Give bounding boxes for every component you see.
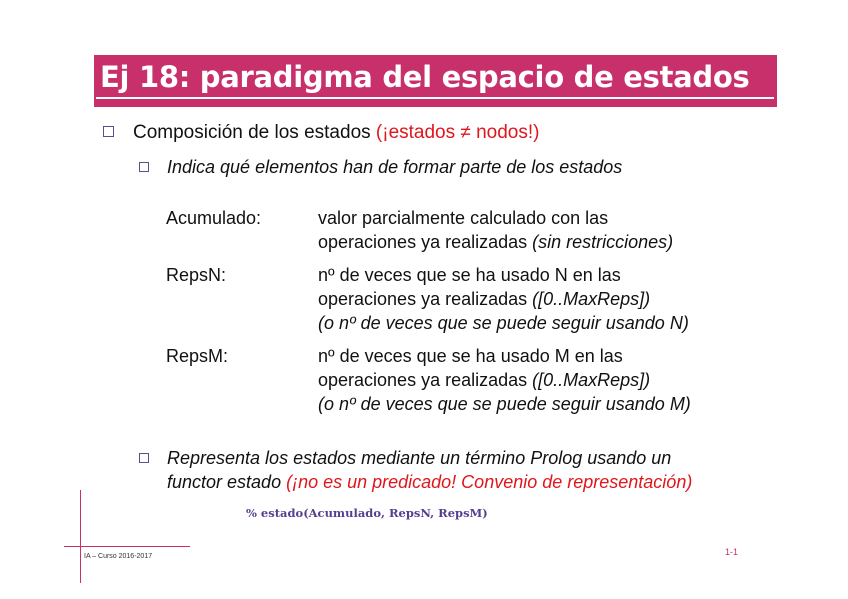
prolog-code-line: % estado(Acumulado, RepsN, RepsM): [246, 506, 488, 520]
definition-italic-note: ([0..MaxReps]): [532, 289, 651, 309]
page-number: 1-1: [725, 547, 739, 557]
state-component-definition: [318, 344, 691, 416]
footer-course: IA – Curso 2016-2017: [84, 553, 153, 560]
title-underline: [96, 97, 774, 99]
bullet-composicion-highlight: (¡estados ≠ nodos!): [375, 122, 540, 143]
bullet-composicion: [133, 122, 539, 144]
sub-bullet-square-icon: [139, 453, 149, 463]
state-component-definition: [318, 206, 673, 254]
definition-line: [318, 287, 689, 311]
sub-bullet-indica: Indica qué elementos han de formar parte de los estados: [167, 157, 623, 177]
state-component-definition: [318, 263, 689, 335]
definition-text: nº de veces que se ha usado M en las: [318, 346, 623, 366]
definition-line: [318, 206, 673, 230]
state-component-term: RepsM:: [166, 346, 229, 366]
slide-title: Ej 18: paradigma del espacio de estados: [100, 60, 750, 94]
definition-line: [318, 263, 689, 287]
definition-text: operaciones ya realizadas: [318, 232, 533, 252]
definition-line: [318, 311, 689, 335]
state-component-term: RepsN:: [166, 265, 227, 285]
sub-bullet-representa-cont: [167, 471, 692, 493]
footer-vertical-rule: [80, 490, 81, 583]
definition-line: [318, 230, 673, 254]
bullet-composicion-text: Composición de los estados: [133, 122, 376, 143]
definition-italic-note: (sin restricciones): [532, 232, 674, 252]
definition-text: operaciones ya realizadas: [318, 370, 533, 390]
definition-italic-note: ([0..MaxReps]): [532, 370, 651, 390]
definition-line: [318, 392, 691, 416]
definition-text: valor parcialmente calculado con las: [318, 208, 609, 228]
bullet-square-icon: [103, 126, 114, 137]
definition-text: nº de veces que se ha usado N en las: [318, 265, 621, 285]
definition-italic-note: (o nº de veces que se puede seguir usando N): [318, 313, 689, 333]
sub-bullet-square-icon: [139, 162, 149, 172]
definition-italic-note: (o nº de veces que se puede seguir usando M): [318, 394, 691, 414]
definition-line: [318, 368, 691, 392]
footer-horizontal-rule: [64, 546, 190, 547]
definition-text: operaciones ya realizadas: [318, 289, 533, 309]
sub-bullet-representa: Representa los estados mediante un término Prolog usando un: [167, 448, 672, 468]
functor-text: functor estado: [167, 472, 287, 492]
convenio-highlight: (¡no es un predicado! Convenio de representación): [286, 472, 693, 492]
definition-line: [318, 344, 691, 368]
state-component-term: Acumulado:: [166, 208, 262, 228]
